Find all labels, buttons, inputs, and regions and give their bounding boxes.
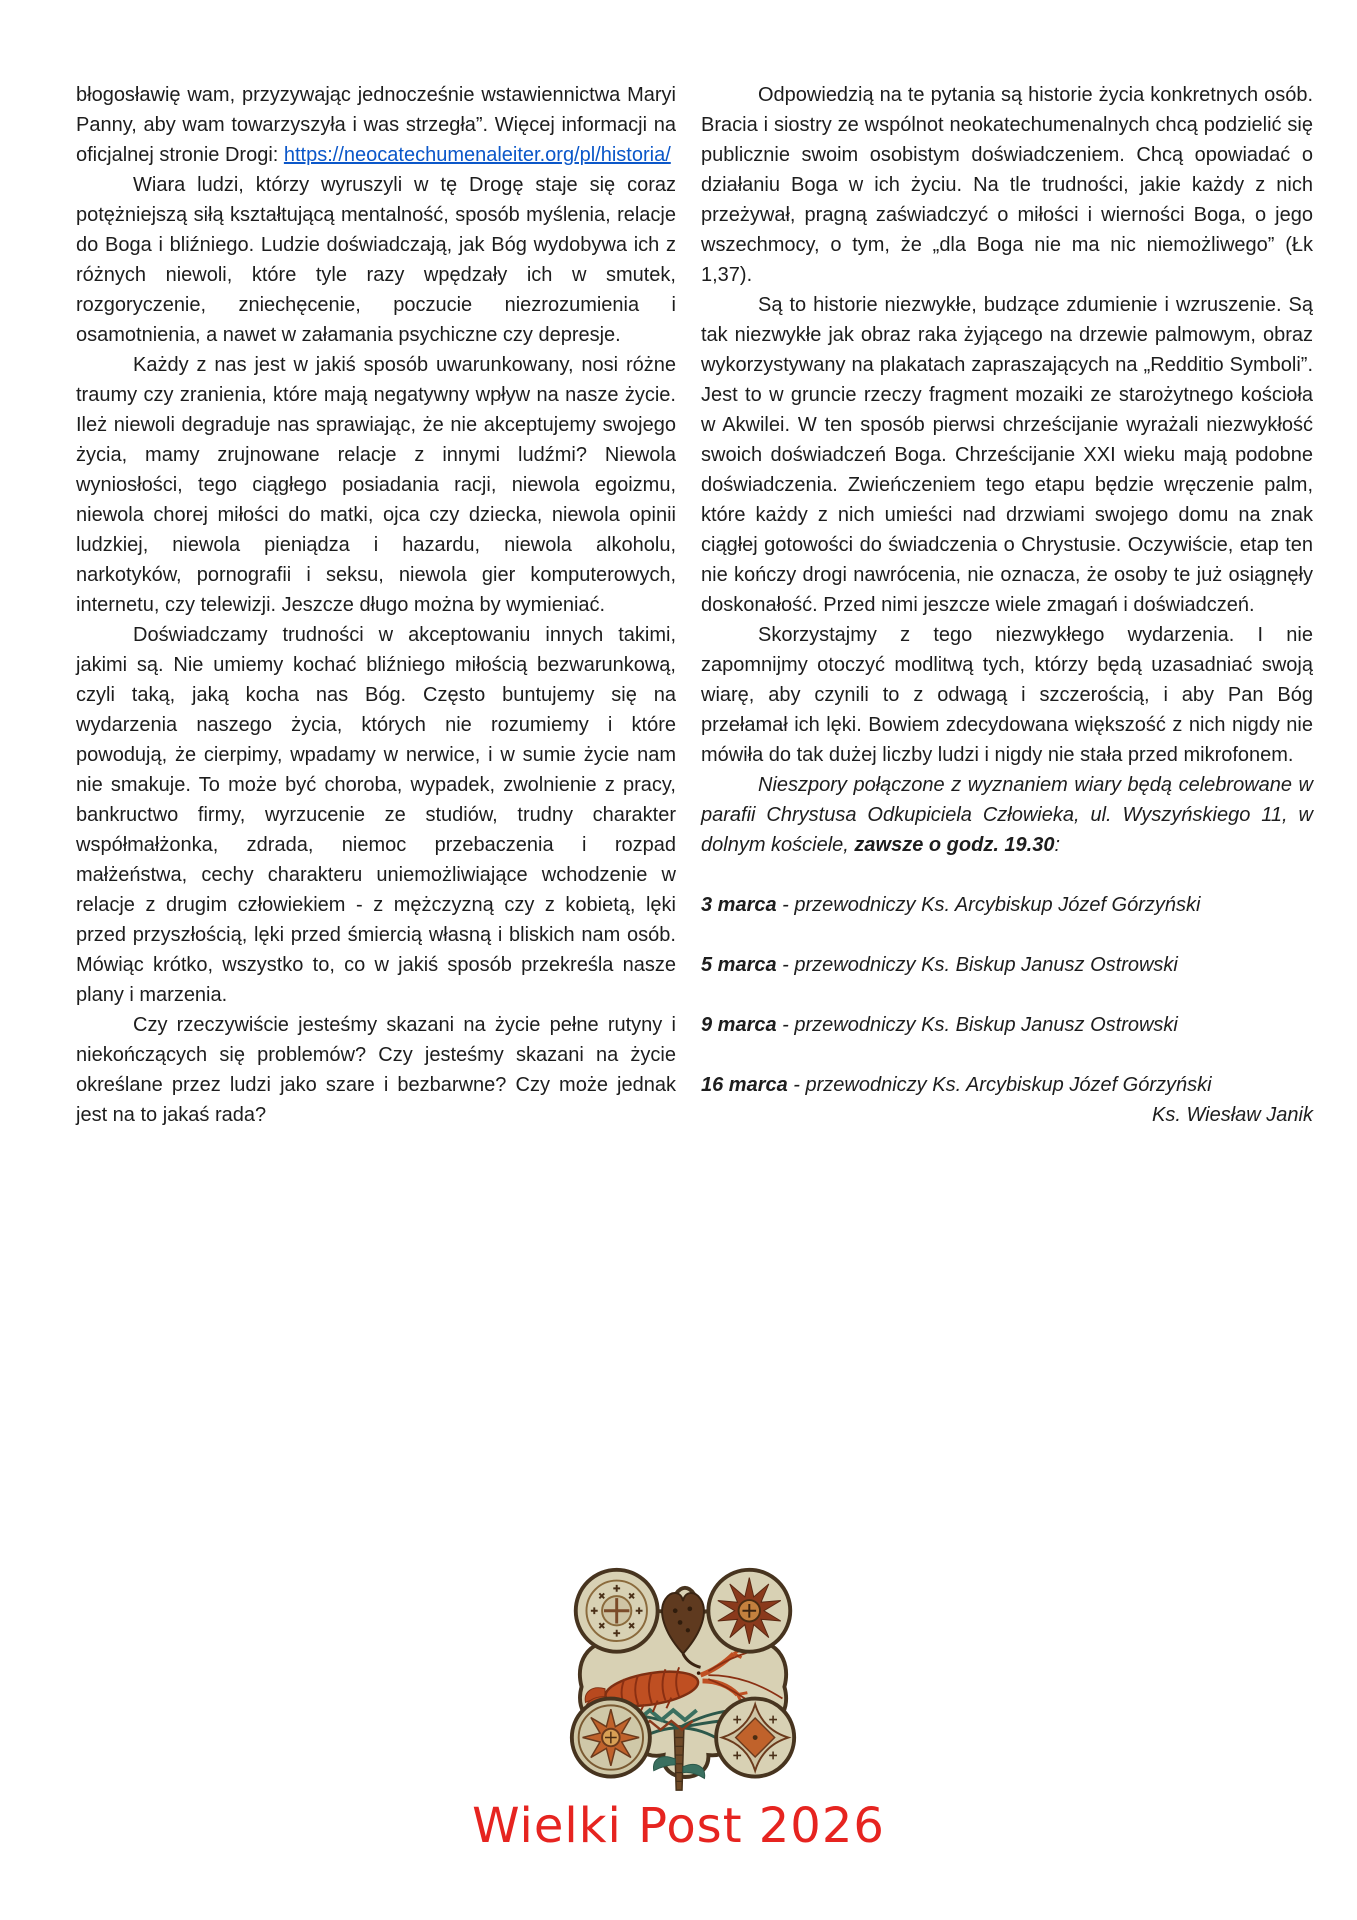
- vespers-announcement: [701, 770, 1313, 860]
- mosaic-graphic: [566, 1560, 800, 1799]
- body-paragraph: Są to historie niezwykłe, budzące zdumienie i wzruszenie. Są tak niezwykłe jak obraz raka żyjącego na drzewie palmowym, obraz wykorzystywany na plakatach zapraszających na „Redditio Symboli”. Jest to w gruncie rzeczy fragment mozaiki ze starożytnego kościoła w Akwilei. W ten sposób pierwsi chrześcijanie wyrażali niezwykłość swoich doświadczeń Boga. Chrześcijanie XXI wieku mają podobne doświadczenia. Zwieńczeniem tego etapu będzie wręczenie palm, które każdy z nich umieści nad drzwiami swojego domu na znak ciągłej gotowości do świadczenia o Chrystusie. Oczywiście, etap ten nie kończy drogi nawrócenia, nie oznacza, że osoby te już osiągnęły doskonałość. Przed nimi jeszcze wiele zmagań i doświadczeń.: [701, 294, 1313, 616]
- two-column-text: [76, 80, 1313, 1130]
- body-paragraph: Odpowiedzią na te pytania są historie życia konkretnych osób. Bracia i siostry ze wspólnot neokatechumenalnych chcą podzielić się publicznie swoim osobistym doświadczeniem. Chcą opowiadać o działaniu Boga w ich życiu. Na tle trudności, jakie każdy z nich przeżywał, pragną zaświadczyć o miłości i wierności Boga, o jego wszechmocy, o tym, że „dla Boga nie ma nic niemożliwego” (Łk 1,37).: [701, 84, 1313, 286]
- left-column: [76, 80, 676, 1130]
- schedule-item: 9 marca - przewodniczy Ks. Biskup Janusz Ostrowski: [701, 1014, 1178, 1036]
- left-paragraphs: [76, 170, 676, 1130]
- right-paragraphs: [701, 80, 1313, 770]
- medallion-star-ten: [708, 1570, 790, 1652]
- body-paragraph: Skorzystajmy z tego niezwykłego wydarzenia. I nie zapomnijmy otoczyć modlitwą tych, którzy będą uzasadniać swoją wiarę, aby czynili to z odwagą i szczerością, i aby Pan Bóg przełamał ich lęki. Bowiem zdecydowana większość z nich nigdy nie mówiła do tak dużej liczby ludzi i nigdy nie stała przed mikrofonem.: [701, 624, 1313, 766]
- body-paragraph: Każdy z nas jest w jakiś sposób uwarunkowany, nosi różne traumy czy zranienia, które mają negatywny wpływ na nasze życie. Ileż niewoli degraduje nas sprawiając, że nie akceptujemy swojego życia, mamy zrujnowane relacje z innymi ludźmi? Niewola wyniosłości, tego ciągłego posiadania racji, niewola egoizmu, niewola chorej miłości do matki, ojca czy dziecka, niewola opinii ludzkiej, niewola pieniądza i hazardu, niewola alkoholu, narkotyków, pornografii i seksu, niewola gier komputerowych, internetu, czy telewizji. Jeszcze długo można by wymieniać.: [76, 354, 676, 616]
- historia-link[interactable]: https://neocatechumenaleiter.org/pl/historia/: [283, 144, 671, 166]
- vespers-schedule-list: [701, 890, 1313, 1100]
- schedule-item: 3 marca - przewodniczy Ks. Arcybiskup Józef Górzyński: [701, 894, 1201, 916]
- author-signature: Ks. Wiesław Janik: [1152, 1104, 1313, 1126]
- announcement-time-bold: zawsze o godz. 19.30: [854, 834, 1055, 856]
- crayfish-palm-mosaic-image: [566, 1560, 800, 1799]
- announcement-text-2: :: [1054, 834, 1061, 856]
- medallion-diamond: [716, 1699, 794, 1777]
- medallion-cross: [576, 1570, 658, 1652]
- body-paragraph: Czy rzeczywiście jesteśmy skazani na życie pełne rutyny i niekończących się problemów? Czy jesteśmy skazani na życie określane przez ludzi jako szare i bezbarwne? Czy może jednak jest na to jakaś rada?: [76, 1014, 676, 1126]
- intro-text: błogosławię wam, przyzywając jednocześnie wstawiennictwa Maryi Panny, aby wam towarzyszyła i was strzegła”. Więcej informacji na oficjalnej stronie Drogi:: [76, 84, 676, 166]
- schedule-item: 5 marca - przewodniczy Ks. Biskup Janusz Ostrowski: [701, 954, 1178, 976]
- paragraph-intro: [76, 80, 676, 170]
- announcement-text-1: Nieszpory połączone z wyznaniem wiary będą celebrowane w parafii Chrystusa Odkupiciela Człowieka, ul. Wyszyńskiego 11, w dolnym kościele,: [701, 774, 1313, 856]
- schedule-item: 16 marca - przewodniczy Ks. Arcybiskup Józef Górzyński: [701, 1074, 1212, 1096]
- body-paragraph: Doświadczamy trudności w akceptowaniu innych takimi, jakimi są. Nie umiemy kochać bliźniego miłością bezwarunkową, czyli taką, jaką kocha nas Bóg. Często buntujemy się na wydarzenia naszego życia, których nie rozumiemy i które powodują, że cierpimy, wpadamy w nerwice, i w sumie życie nam nie smakuje. To może być choroba, wypadek, zwolnienie z pracy, bankructwo firmy, wyrzucenie ze studiów, trudny charakter współmałżonka, zdrada, niemoc przebaczenia i rozpad małżeństwa, cechy charakteru uniemożliwiające wchodzenie w relacje z drugim człowiekiem - z mężczyzną czy z kobietą, lęki przed przyszłością, lęki przed śmiercią własną i bliskich nam osób. Mówiąc krótko, wszystko to, co w jakiś sposób przekreśla nasze plany i marzenia.: [76, 624, 676, 1006]
- lent-caption: Wielki Post 2026: [472, 1798, 885, 1854]
- body-paragraph: Wiara ludzi, którzy wyruszyli w tę Drogę staje się coraz potężniejszą siłą kształtującą mentalność, sposób myślenia, relacje do Boga i bliźniego. Ludzie doświadczają, jak Bóg wydobywa ich z różnych niewoli, które tyle razy wpędzały ich w smutek, rozgoryczenie, zniechęcenie, poczucie niezrozumienia i osamotnienia, a nawet w załamania psychiczne czy depresje.: [76, 174, 676, 346]
- right-column: [701, 80, 1313, 1130]
- medallion-sun: [572, 1699, 650, 1777]
